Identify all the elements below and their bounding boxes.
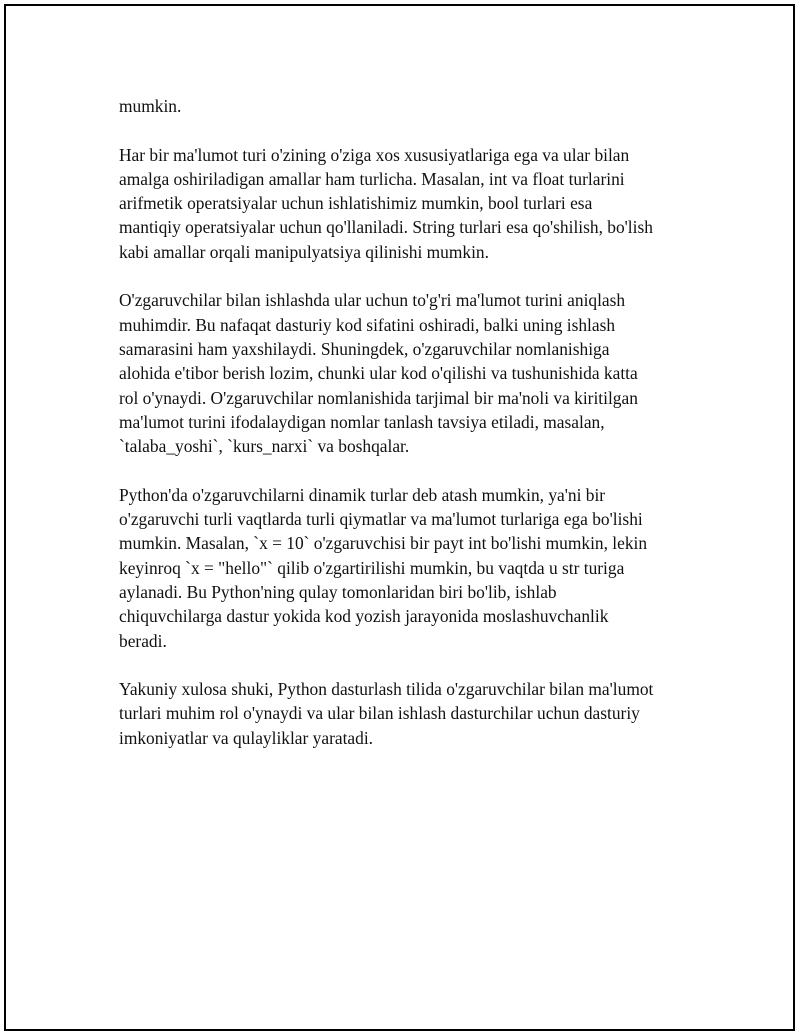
document-body: [119, 94, 709, 774]
document-page: [4, 4, 795, 1031]
text-line: kabi amallar orqali manipulyatsiya qilinishi mumkin.: [119, 241, 489, 262]
text-line: Yakuniy xulosa shuki, Python dasturlash tilida o'zgaruvchilar bilan ma'lumot: [119, 679, 654, 700]
text-line: mumkin.: [119, 96, 182, 116]
text-line: imkoniyatlar va qulayliklar yaratadi.: [119, 727, 374, 748]
text-line: chiquvchilarga dastur yokida kod yozish jarayonida moslashuvchanlik: [119, 606, 609, 627]
text-line: mantiqiy operatsiyalar uchun qo'llaniladi. String turlari esa qo'shilish, bo'lish: [119, 217, 653, 238]
text-line: muhimdir. Bu nafaqat dasturiy kod sifatini oshiradi, balki uning ishlash: [119, 314, 616, 335]
paragraph-5: [119, 677, 709, 750]
text-line: amalga oshiriladigan amallar ham turlicha. Masalan, int va float turlarini: [119, 168, 625, 189]
text-line: mumkin. Masalan, `x = 10` o'zgaruvchisi bir payt int bo'lishi mumkin, lekin: [119, 533, 648, 554]
text-line: samarasini ham yaxshilaydi. Shuningdek, o'zgaruvchilar nomlanishiga: [119, 338, 610, 359]
text-line: O'zgaruvchilar bilan ishlashda ular uchun to'g'ri ma'lumot turini aniqlash: [119, 290, 626, 311]
paragraph-3: [119, 288, 709, 458]
text-line: ma'lumot turini ifodalaydigan nomlar tanlash tavsiya etiladi, masalan,: [119, 411, 605, 432]
text-line: beradi.: [119, 630, 167, 651]
text-line: rol o'ynaydi. O'zgaruvchilar nomlanishida tarjimal bir ma'noli va kiritilgan: [119, 387, 638, 408]
text-line: alohida e'tibor berish lozim, chunki ular kod o'qilishi va tushunishida katta: [119, 363, 638, 384]
text-line: keyinroq `x = "hello"` qilib o'zgartirilishi mumkin, bu vaqtda u str turiga: [119, 557, 625, 578]
text-line: o'zgaruvchi turli vaqtlarda turli qiymatlar va ma'lumot turlariga ega bo'lishi: [119, 509, 643, 530]
text-line: aylanadi. Bu Python'ning qulay tomonlaridan biri bo'lib, ishlab: [119, 581, 557, 602]
paragraph-2: [119, 143, 709, 264]
text-line: turlari muhim rol o'ynaydi va ular bilan ishlash dasturchilar uchun dasturiy: [119, 703, 640, 724]
text-line: Python'da o'zgaruvchilarni dinamik turlar deb atash mumkin, ya'ni bir: [119, 484, 606, 505]
text-line: arifmetik operatsiyalar uchun ishlatishimiz mumkin, bool turlari esa: [119, 193, 593, 214]
paragraph-1: [119, 94, 709, 118]
paragraph-4: [119, 483, 709, 653]
text-line: Har bir ma'lumot turi o'zining o'ziga xos xususiyatlariga ega va ular bilan: [119, 144, 630, 165]
text-line: `talaba_yoshi`, `kurs_narxi` va boshqalar.: [119, 436, 410, 457]
